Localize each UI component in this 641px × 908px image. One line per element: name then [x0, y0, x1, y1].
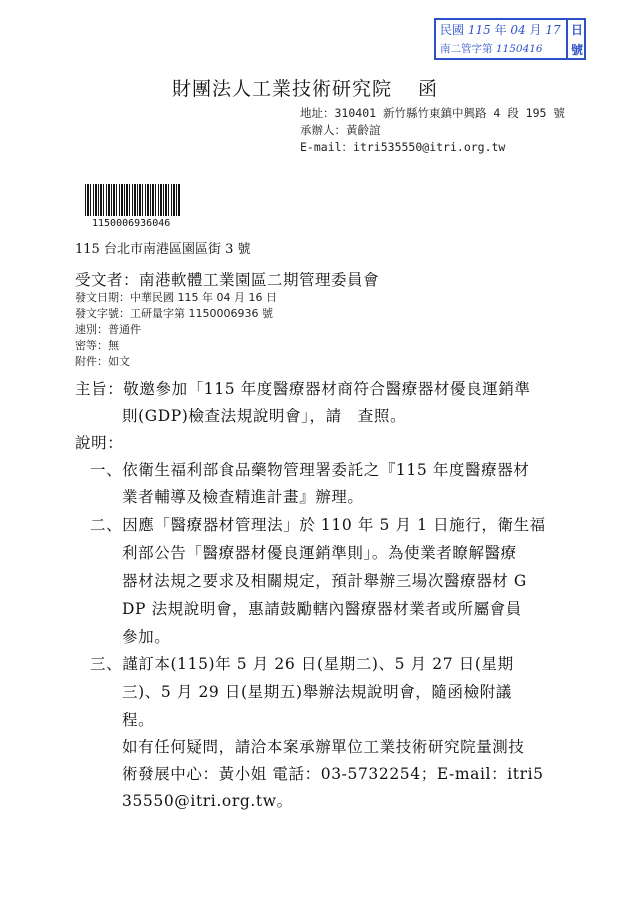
stamp-year: 115	[467, 23, 491, 37]
stamp-day: 17	[545, 23, 561, 37]
item-3-line-1: 三、謹訂本(115)年 5 月 26 日(星期二)、5 月 27 日(星期	[90, 655, 514, 673]
contact-line-3: 35550@itri.org.tw。	[122, 792, 293, 810]
stamp-date-line	[440, 23, 561, 37]
mailing-address: 115 台北市南港區園區街 3 號	[75, 242, 251, 257]
handler-name: 承辦人：黃齡誼	[300, 123, 381, 137]
stamp-number: 1150416	[495, 43, 543, 55]
item-2-line-5: 參加。	[122, 628, 171, 646]
item-3-line-2: 三)、5 月 29 日(星期五)舉辦法規說明會，隨函檢附議	[122, 683, 512, 701]
item-2-line-2: 利部公告「醫療器材優良運銷準則」。為使業者瞭解醫療	[122, 544, 517, 562]
letterhead-title	[172, 74, 438, 101]
received-stamp	[434, 18, 586, 60]
subject-line-2: 則(GDP)檢查法規說明會」，請 查照。	[122, 407, 407, 425]
stamp-right-column	[566, 20, 586, 58]
stamp-month: 04	[510, 23, 526, 37]
item-1-line-2: 業者輔導及檢查精進計畫』辦理。	[122, 488, 364, 506]
recipient: 受文者：南港軟體工業園區二期管理委員會	[75, 271, 380, 289]
explanation-label: 說明：	[75, 434, 124, 452]
barcode-number: 1150006936046	[92, 218, 171, 229]
stamp-number-line	[440, 42, 543, 56]
stamp-day-suffix: 日	[570, 23, 583, 37]
subject-line-1: 主旨：敬邀參加「115 年度醫療器材商符合醫療器材優良運銷準	[75, 380, 531, 398]
barcode-graphic	[85, 184, 180, 216]
doc-kind: 函	[418, 78, 439, 100]
contact-line-2: 術發展中心：黃小姐 電話：03-5732254；E-mail：itri5	[122, 765, 544, 783]
stamp-number-prefix: 南二管字第	[440, 43, 493, 55]
sender-address: 地址：310401 新竹縣竹東鎮中興路 4 段 195 號	[300, 106, 565, 120]
stamp-number-suffix: 號	[570, 43, 583, 57]
issue-date: 發文日期：中華民國 115 年 04 月 16 日	[75, 291, 277, 304]
attachments: 附件：如文	[75, 355, 130, 368]
stamp-era: 民國	[440, 23, 465, 37]
contact-line-1: 如有任何疑問，請洽本案承辦單位工業技術研究院量測技	[122, 738, 525, 756]
delivery-speed: 速別：普通件	[75, 323, 141, 336]
stamp-year-suffix: 年	[494, 23, 507, 37]
stamp-month-suffix: 月	[529, 23, 542, 37]
handler-email: E-mail：itri535550@itri.org.tw	[300, 140, 506, 154]
org-name: 財團法人工業技術研究院	[172, 78, 393, 100]
item-3-line-3: 程。	[122, 711, 155, 729]
item-1-line-1: 一、依衛生福利部食品藥物管理署委託之『115 年度醫療器材	[90, 461, 530, 479]
item-2-line-4: DP 法規說明會，惠請鼓勵轄內醫療器材業者或所屬會員	[122, 600, 522, 618]
secrecy-level: 密等：無	[75, 339, 119, 352]
item-2-line-1: 二、因應「醫療器材管理法」於 110 年 5 月 1 日施行，衛生福	[90, 516, 546, 534]
item-2-line-3: 器材法規之要求及相關規定，預計舉辦三場次醫療器材 G	[122, 572, 527, 590]
document-number: 發文字號：工研量字第 1150006936 號	[75, 307, 273, 320]
